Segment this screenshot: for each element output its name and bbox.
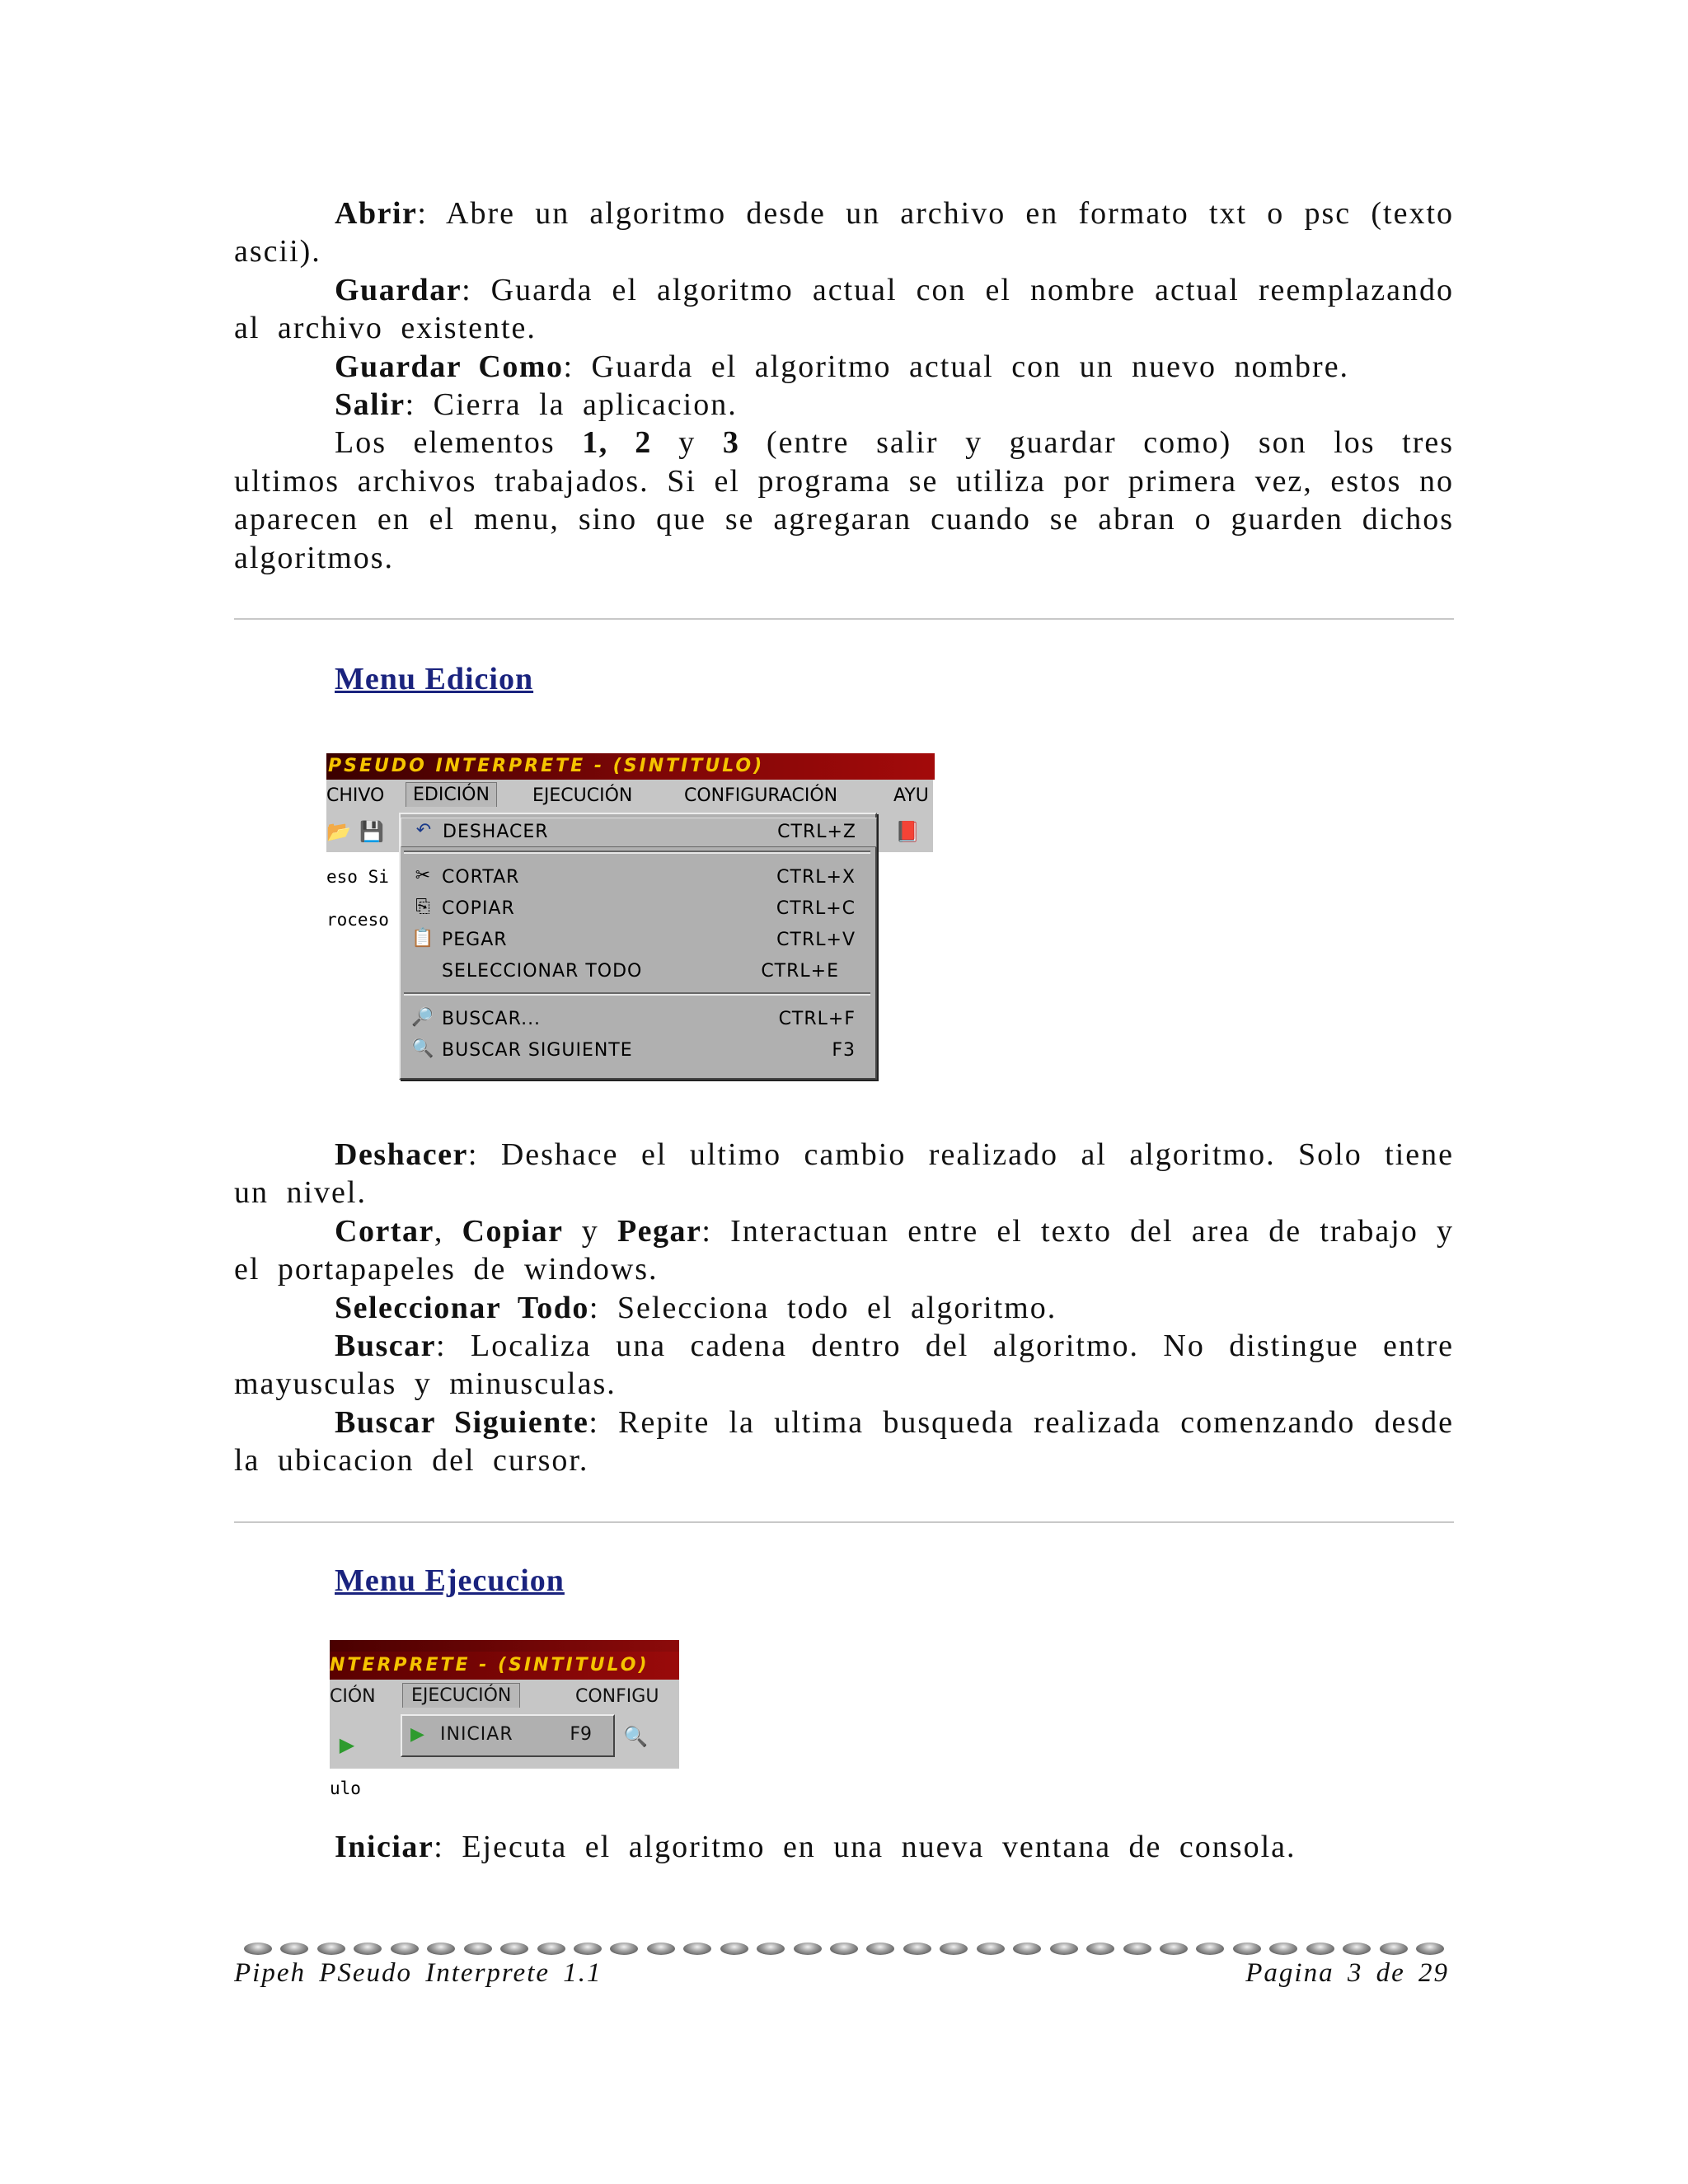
ejecucion-menu-screenshot	[330, 1640, 679, 1807]
menu-item-buscar-siguiente[interactable]	[401, 1037, 875, 1065]
buscar-siguiente-text: : Repite la ultima busqueda realizada comenzando desde la ubicacion del cursor.	[234, 1404, 1455, 1479]
menu-ejecucion[interactable]: EJECUCIÓN	[402, 1683, 520, 1708]
recientes-and: y	[651, 425, 723, 461]
footer-dot	[1380, 1943, 1408, 1955]
salir-text: : Cierra la aplicacion.	[405, 387, 738, 423]
recientes-num-3: 3	[722, 425, 740, 461]
menu-bar	[330, 1680, 679, 1713]
menu-item-label: SELECCIONAR TODO	[442, 961, 643, 982]
footer-dot	[610, 1943, 638, 1955]
recientes-text-2: (entre salir y guardar como) son los tres ultimos archivos trabajados. Si el programa se utiliza por primera vez, estos no aparecen en el menu, sino que se agregaran cuando se abran o guarden dichos algoritmos.	[234, 425, 1454, 575]
menu-item-iniciar[interactable]	[402, 1716, 613, 1755]
footer-dot	[1233, 1943, 1261, 1955]
pegar-term: Pegar	[617, 1213, 702, 1249]
menu-item-shortcut: CTRL+C	[776, 898, 856, 919]
footer-dot	[1013, 1943, 1041, 1955]
play-icon[interactable]: ▶	[339, 1733, 355, 1756]
guardar-como-paragraph	[234, 348, 1454, 386]
footer-dot	[1416, 1943, 1444, 1955]
buscar-siguiente-term: Buscar Siguiente	[335, 1404, 589, 1440]
footer-dot	[1123, 1943, 1151, 1955]
seleccionar-text: : Selecciona todo el algoritmo.	[588, 1290, 1057, 1325]
cortar-sep-2: y	[563, 1213, 617, 1249]
footer-page-number: Pagina 3 de 29	[1245, 1958, 1449, 1988]
menu-configuracion[interactable]: CONFIGU	[575, 1686, 659, 1707]
menu-item-label: DESHACER	[443, 822, 549, 842]
footer-dot	[1050, 1943, 1078, 1955]
footer-dot-border	[244, 1943, 1444, 1959]
footer-dot	[1086, 1943, 1114, 1955]
footer-dot	[903, 1943, 931, 1955]
seleccionar-todo-paragraph	[234, 1289, 1454, 1327]
ejecucion-descriptions	[234, 1828, 1454, 1866]
guardar-text: : Guarda el algoritmo actual con el nombre actual reemplazando al archivo existente.	[234, 272, 1454, 346]
cortar-copiar-pegar-paragraph	[234, 1212, 1454, 1289]
guardar-paragraph	[234, 271, 1454, 348]
recientes-paragraph	[234, 424, 1454, 577]
footer-dot	[244, 1943, 272, 1955]
iniciar-term: Iniciar	[335, 1830, 434, 1864]
footer-dot	[317, 1943, 345, 1955]
menu-item-shortcut: CTRL+E	[761, 961, 839, 982]
salir-paragraph	[234, 386, 1454, 424]
footer-dot	[354, 1943, 382, 1955]
footer-dot	[574, 1943, 602, 1955]
menu-ayuda[interactable]: AYU	[893, 785, 929, 806]
undo-icon: ↶	[415, 820, 432, 841]
separator-2	[234, 1521, 1454, 1523]
menu-item-label: COPIAR	[442, 898, 515, 919]
buscar-siguiente-paragraph	[234, 1404, 1454, 1480]
binoculars-next-icon: 🔍	[411, 1038, 434, 1059]
deshacer-paragraph	[234, 1136, 1454, 1212]
recientes-num-1: 1,	[582, 425, 608, 461]
menu-item-deshacer[interactable]	[401, 818, 877, 847]
cortar-term: Cortar	[335, 1213, 434, 1249]
footer-dot	[683, 1943, 711, 1955]
menu-edicion[interactable]: EDICIÓN	[406, 782, 497, 807]
heading-menu-ejecucion[interactable]: Menu Ejecucion	[335, 1563, 565, 1598]
footer-dot	[720, 1943, 748, 1955]
copiar-term: Copiar	[462, 1213, 564, 1249]
guardar-como-term: Guardar Como	[335, 349, 564, 384]
abrir-paragraph	[234, 194, 1454, 271]
separator-1	[234, 618, 1454, 620]
deshacer-text: : Deshace el ultimo cambio realizado al algoritmo. Solo tiene un nivel.	[234, 1137, 1454, 1211]
heading-menu-edicion[interactable]: Menu Edicion	[335, 662, 534, 696]
footer-dot	[866, 1943, 894, 1955]
menu-bar	[326, 780, 933, 812]
buscar-term: Buscar	[335, 1329, 436, 1364]
binoculars-icon[interactable]: 🔍	[623, 1725, 648, 1748]
menu-item-cortar[interactable]	[401, 864, 875, 892]
footer-dot	[830, 1943, 858, 1955]
menu-item-shortcut: CTRL+Z	[777, 822, 856, 842]
scissors-icon: ✂	[415, 865, 431, 886]
ejecucion-dropdown	[401, 1714, 615, 1757]
editor-text-line-2: roceso	[326, 910, 389, 930]
edicion-dropdown	[399, 813, 877, 1080]
abrir-text: : Abre un algoritmo desde un archivo en formato txt o psc (texto ascii).	[234, 196, 1454, 269]
play-icon: ▶	[410, 1724, 424, 1745]
salir-term: Salir	[335, 387, 406, 423]
menu-separator	[404, 851, 870, 854]
menu-item-pegar[interactable]	[401, 926, 875, 954]
menu-item-label: BUSCAR...	[442, 1009, 542, 1029]
menu-edicion[interactable]: CIÓN	[330, 1686, 376, 1707]
archivo-descriptions	[234, 194, 1454, 577]
edicion-descriptions	[234, 1136, 1454, 1480]
footer-dot	[940, 1943, 968, 1955]
menu-configuracion[interactable]: CONFIGURACIÓN	[684, 785, 838, 806]
window-top-strip	[330, 1640, 679, 1652]
footer-dot	[977, 1943, 1005, 1955]
menu-ejecucion[interactable]: EJECUCIÓN	[532, 785, 633, 806]
menu-archivo[interactable]: CHIVO	[326, 785, 385, 806]
window-title: NTERPRETE - (SINTITULO)	[330, 1652, 679, 1680]
footer-dot	[647, 1943, 675, 1955]
menu-item-shortcut: F9	[570, 1724, 592, 1745]
cortar-text: : Interactuan entre el texto del area de trabajo y el portapapeles de windows.	[234, 1213, 1455, 1287]
buscar-paragraph	[234, 1327, 1454, 1404]
footer-dot	[280, 1943, 308, 1955]
footer-dot	[427, 1943, 455, 1955]
buscar-text: : Localiza una cadena dentro del algoritmo. No distingue entre mayusculas y minusculas.	[234, 1329, 1454, 1402]
seleccionar-term: Seleccionar Todo	[335, 1290, 589, 1325]
footer-dot	[757, 1943, 785, 1955]
menu-item-label: CORTAR	[442, 867, 520, 888]
menu-item-seleccionar-todo[interactable]	[401, 958, 875, 986]
footer-dot	[464, 1943, 492, 1955]
guardar-term: Guardar	[335, 272, 462, 307]
footer-dot	[1269, 1943, 1297, 1955]
footer-dot	[1343, 1943, 1371, 1955]
recientes-text-1: Los elementos	[335, 425, 583, 461]
menu-item-label: INICIAR	[440, 1724, 513, 1745]
menu-item-copiar[interactable]	[401, 895, 875, 923]
guardar-como-text: : Guarda el algoritmo actual con un nuevo nombre.	[563, 349, 1350, 384]
menu-item-shortcut: F3	[832, 1040, 856, 1061]
binoculars-icon: 🔎	[411, 1007, 434, 1028]
window-title: PSEUDO INTERPRETE - (SINTITULO)	[326, 753, 935, 780]
menu-item-label: BUSCAR SIGUIENTE	[442, 1040, 633, 1061]
footer-dot	[794, 1943, 822, 1955]
save-icon[interactable]: 💾	[359, 820, 384, 843]
iniciar-text: : Ejecuta el algoritmo en una nueva ventana de consola.	[434, 1830, 1296, 1864]
menu-item-label: PEGAR	[442, 930, 508, 950]
footer-doc-title: Pipeh PSeudo Interprete 1.1	[234, 1958, 603, 1988]
footer-dot	[391, 1943, 419, 1955]
paste-icon: 📋	[411, 928, 434, 949]
editor-text-line-1: eso Si	[326, 867, 389, 887]
footer-dot	[537, 1943, 565, 1955]
menu-item-buscar[interactable]	[401, 1005, 875, 1033]
footer-dot	[1160, 1943, 1188, 1955]
abrir-term: Abrir	[335, 196, 418, 231]
edicion-menu-screenshot	[326, 753, 933, 1080]
help-book-icon[interactable]: 📕	[895, 820, 920, 843]
toolbar	[330, 1713, 679, 1769]
footer-dot	[500, 1943, 528, 1955]
menu-separator	[404, 992, 870, 996]
menu-item-shortcut: CTRL+F	[778, 1009, 856, 1029]
footer-dot	[1306, 1943, 1334, 1955]
menu-item-shortcut: CTRL+X	[776, 867, 856, 888]
iniciar-paragraph	[234, 1828, 1454, 1866]
recientes-num-2: 2	[635, 425, 652, 461]
footer-dot	[1196, 1943, 1224, 1955]
deshacer-term: Deshacer	[335, 1137, 468, 1172]
copy-icon: ⎘	[415, 897, 430, 917]
menu-item-shortcut: CTRL+V	[776, 930, 856, 950]
editor-text-line: ulo	[330, 1779, 361, 1798]
cortar-sep-1: ,	[434, 1213, 462, 1249]
open-folder-icon[interactable]: 📂	[326, 820, 351, 843]
